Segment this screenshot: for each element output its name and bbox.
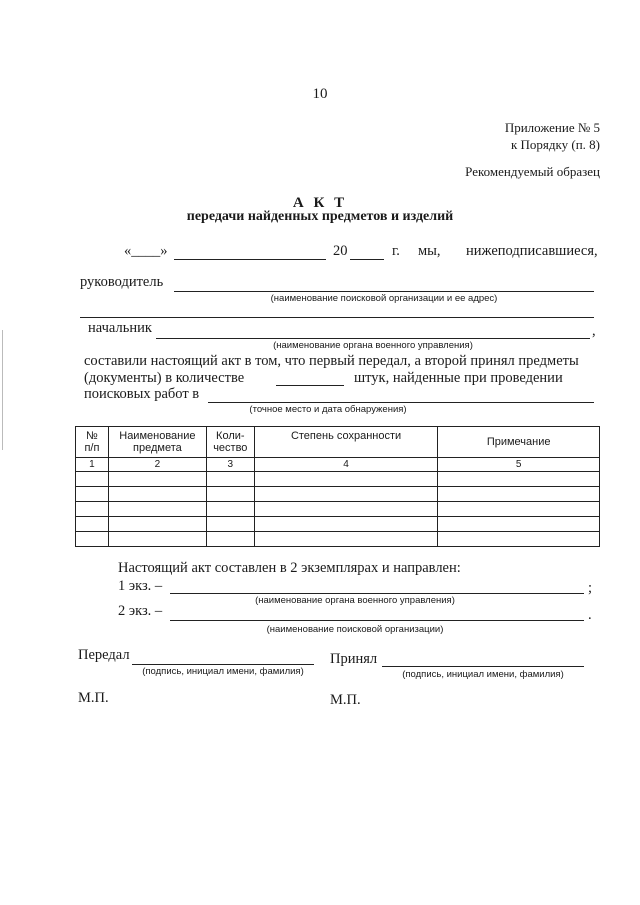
- handed-signature-line: [132, 664, 314, 665]
- table-row: [76, 487, 600, 502]
- date-month-line: [174, 259, 326, 260]
- col-header-note: Примечание: [438, 427, 600, 458]
- copy-2-end: .: [588, 607, 592, 623]
- body-line-2a: (документы) в количестве: [84, 370, 245, 386]
- place-line: [208, 402, 594, 403]
- page-number: 10: [312, 86, 328, 102]
- chief-caption: (наименование органа военного управления): [273, 340, 473, 351]
- recommended-sample-label: Рекомендуемый образец: [465, 164, 600, 179]
- head-label: руководитель: [80, 274, 164, 290]
- table-row: [76, 517, 600, 532]
- items-table: [75, 426, 600, 547]
- copy-1-caption: (наименование органа военного управления): [255, 595, 455, 606]
- signed-label: нижеподписавшиеся,: [466, 243, 598, 259]
- seal-right: М.П.: [330, 692, 361, 708]
- col-header-number-l1: №: [86, 430, 98, 442]
- place-caption: (точное место и дата обнаружения): [249, 404, 407, 415]
- col-header-number: [76, 427, 109, 458]
- copy-1-line: [170, 593, 584, 594]
- copy-2-label: 2 экз. –: [118, 603, 163, 619]
- document-subtitle: передачи найденных предметов и изделий: [186, 209, 454, 224]
- table-row: [76, 472, 600, 487]
- col-header-quantity: Коли- чество: [206, 427, 254, 458]
- table-row: [76, 532, 600, 547]
- received-label: Принял: [330, 651, 378, 667]
- document-title: А К Т: [292, 195, 348, 211]
- copy-1-label: 1 экз. –: [118, 578, 163, 594]
- copy-2-line: [170, 620, 584, 621]
- year-prefix: 20: [333, 243, 348, 259]
- head-caption: (наименование поисковой организации и ее адрес): [270, 293, 498, 304]
- appendix-label: Приложение № 5: [504, 120, 600, 135]
- col-number-4: 4: [254, 458, 438, 472]
- seal-left: М.П.: [78, 690, 109, 706]
- body-line-1: составили настоящий акт в том, что первый передал, а второй принял предметы: [84, 353, 579, 369]
- col-number-3: 3: [206, 458, 254, 472]
- received-caption: (подпись, инициал имени, фамилия): [402, 669, 564, 680]
- chief-comma: ,: [592, 323, 596, 339]
- col-header-condition: Степень сохранности: [254, 427, 438, 458]
- body-line-2b: штук, найденные при проведении: [354, 370, 563, 386]
- quantity-line: [276, 385, 344, 386]
- head-address-line: [80, 317, 594, 318]
- col-number-2: 2: [108, 458, 206, 472]
- copy-2-caption: (наименование поисковой организации): [266, 624, 444, 635]
- chief-label: начальник: [88, 320, 152, 336]
- copy-1-end: ;: [588, 580, 593, 596]
- col-number-5: 5: [438, 458, 600, 472]
- handed-label: Передал: [78, 647, 130, 663]
- received-signature-line: [382, 666, 584, 667]
- year-line: [350, 259, 384, 260]
- col-header-number-l2: п/п: [84, 442, 100, 454]
- date-day-field: «____»: [124, 243, 168, 259]
- head-line: [174, 291, 594, 292]
- table-row: [76, 502, 600, 517]
- appendix-reference: к Порядку (п. 8): [510, 137, 600, 152]
- scan-margin-mark: [2, 330, 3, 450]
- we-label: мы,: [418, 243, 441, 259]
- col-number-1: 1: [76, 458, 109, 472]
- copies-intro: Настоящий акт составлен в 2 экземплярах и направлен:: [118, 560, 461, 576]
- chief-line: [156, 338, 590, 339]
- col-header-name: Наименование предмета: [108, 427, 206, 458]
- year-suffix: г.: [392, 243, 400, 259]
- handed-caption: (подпись, инициал имени, фамилия): [142, 666, 304, 677]
- body-line-3: поисковых работ в: [84, 386, 200, 402]
